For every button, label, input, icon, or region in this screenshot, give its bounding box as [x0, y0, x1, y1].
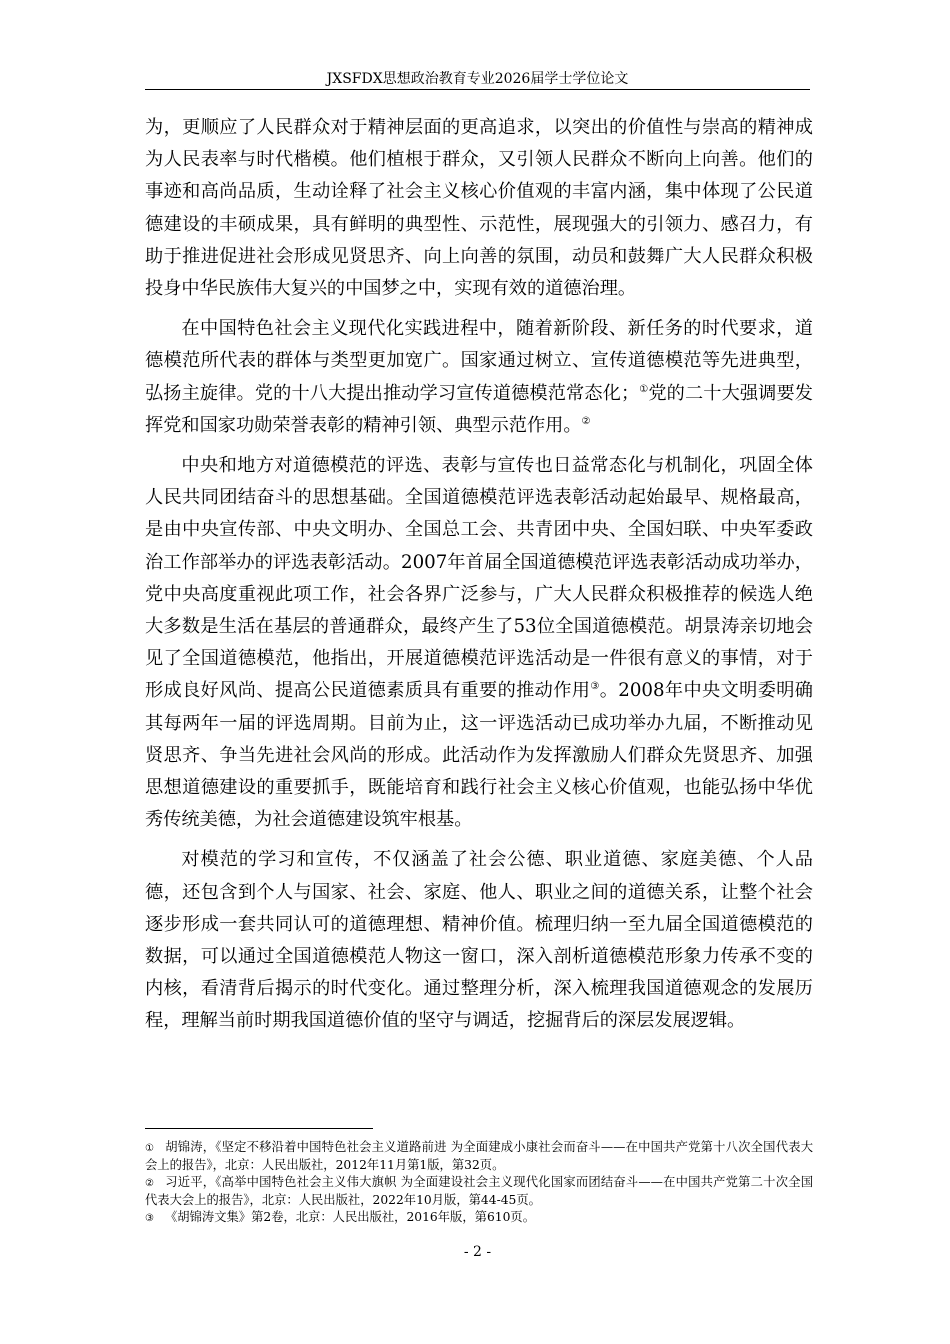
- paragraph-text: 对模范的学习和宣传，不仅涵盖了社会公德、职业道德、家庭美德、个人品德，还包含到个人与国家、社会、家庭、他人、职业之间的道德关系，让整个社会逐步形成一套共同认可的道德理想、精神价值。梳理归纳一至九届全国道德模范的数据，可以通过全国道德模范人物这一窗口，深入剖析道德模范形象力传承不变的内核，看清背后揭示的时代变化。通过整理分析，深入梳理我国道德观念的发展历程，理解当前时期我国道德价值的坚守与调适，挖掘背后的深层发展逻辑。: [145, 849, 813, 1032]
- paragraph-text: 为，更顺应了人民群众对于精神层面的更高追求，以突出的价值性与崇高的精神成为人民表率与时代楷模。他们植根于群众，又引领人民群众不断向上向善。他们的事迹和高尚品质，生动诠释了社会主义核心价值观的丰富内涵，集中体现了公民道德建设的丰硕成果，具有鲜明的典型性、示范性，展现强大的引领力、感召力，有助于推进促进社会形成见贤思齐、向上向善的氛围，动员和鼓舞广大人民群众积极投身中华民族伟大复兴的中国梦之中，实现有效的道德治理。: [145, 117, 813, 300]
- footnote-reference[interactable]: ②: [581, 415, 591, 427]
- paragraph-text: 中央和地方对道德模范的评选、表彰与宣传也日益常态化与机制化，巩固全体人民共同团结奋斗的思想基础。全国道德模范评选表彰活动起始最早、规格最高，是由中央宣传部、中央文明办、全国总工会、共青团中央、全国妇联、中央军委政治工作部举办的评选表彰活动。2007年首届全国道德模范评选表彰活动成功举办，党中央高度重视此项工作，社会各界广泛参与，广大人民群众积极推荐的候选人绝大多数是生活在基层的普通群众，最终产生了53位全国道德模范。胡景涛亲切地会见了全国道德模范，他指出，开展道德模范评选活动是一件很有意义的事情，对于形成良好风尚、提高公民道德素质具有重要的推动作用: [145, 455, 813, 702]
- footnote-separator: [145, 1128, 373, 1129]
- body-paragraph: [145, 112, 813, 305]
- footnote-mark: ③: [145, 1213, 154, 1224]
- footnote-text: 胡锦涛，《坚定不移沿着中国特色社会主义道路前进 为全面建成小康社会而奋斗——在中国共产党第十八次全国代表大会上的报告》，北京：人民出版社，2012年11月第1版，第32页。: [145, 1140, 813, 1172]
- header-rule: [145, 89, 810, 90]
- body-paragraph: [145, 450, 813, 836]
- body-text: [145, 112, 813, 1046]
- paragraph-text: 党的二十大强调要发挥党和国家功勋荣誉表彰的精神引领、典型示范作用。: [145, 382, 813, 436]
- footnote: [145, 1174, 813, 1209]
- footnote-text: 习近平，《高举中国特色社会主义伟大旗帜 为全面建设社会主义现代化国家而团结奋斗——在中国共产党第二十次全国代表大会上的报告》，北京：人民出版社，2022年10月版，第44-45页。: [145, 1175, 813, 1207]
- body-paragraph: [145, 844, 813, 1037]
- footnote-text: 《胡锦涛文集》第2卷，北京：人民出版社，2016年版，第610页。: [165, 1210, 536, 1224]
- footnote-mark: ①: [145, 1143, 154, 1154]
- footnote-reference[interactable]: ③: [590, 681, 600, 693]
- footnote: [145, 1139, 813, 1174]
- footnote-mark: ②: [145, 1178, 154, 1189]
- paragraph-text: 。2008年中央文明委明确其每两年一届的评选周期。目前为止，这一评选活动已成功举办九届，不断推动见贤思齐、争当先进社会风尚的形成。此活动作为发挥激励人们群众先贤思齐、加强思想道德建设的重要抓手，既能培育和践行社会主义核心价值观，也能弘扬中华优秀传统美德，为社会道德建设筑牢根基。: [145, 680, 813, 831]
- page-number: - 2 -: [463, 1244, 492, 1260]
- body-paragraph: [145, 313, 813, 442]
- running-header: JXSFDX思想政治教育专业2026届学士学位论文: [326, 71, 629, 87]
- footnote-reference[interactable]: ①: [639, 383, 649, 395]
- paragraph-text: 在中国特色社会主义现代化实践进程中，随着新阶段、新任务的时代要求，道德模范所代表的群体与类型更加宽广。国家通过树立、宣传道德模范等先进典型，弘扬主旋律。党的十八大提出推动学习宣传道德模范常态化；: [145, 318, 813, 404]
- footnote: [145, 1209, 813, 1227]
- footnotes: [145, 1139, 813, 1227]
